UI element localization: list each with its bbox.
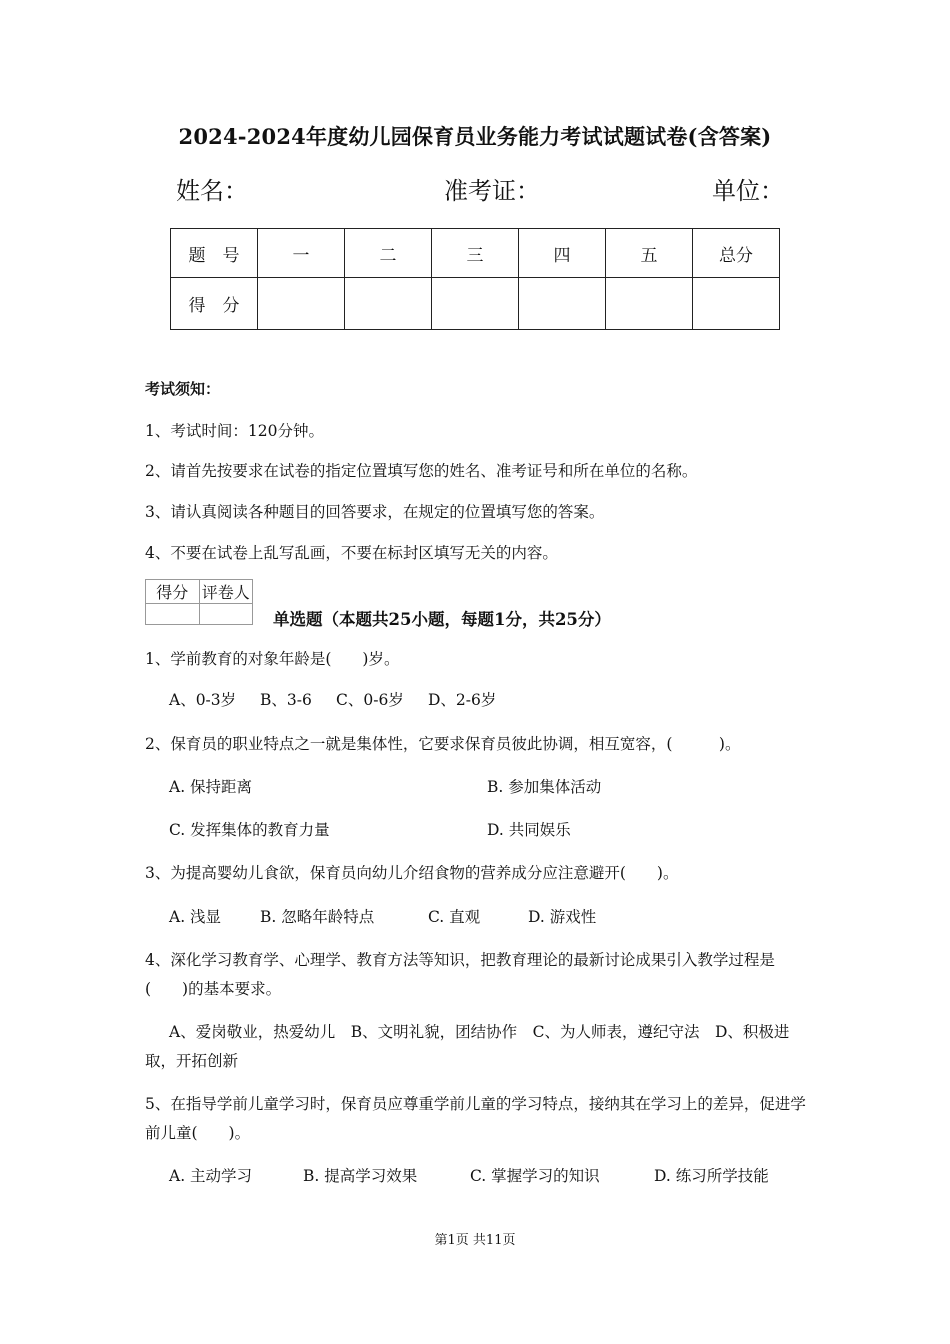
option: C. 掌握学习的知识: [470, 1167, 600, 1185]
score-header-cell: 一: [258, 229, 345, 278]
score-table: [170, 228, 780, 330]
option: A. 主动学习: [169, 1167, 253, 1185]
option: B. 提高学习效果: [303, 1167, 418, 1185]
exam-id-field-label: 准考证：: [444, 177, 540, 205]
score-row-label: 得 分: [171, 278, 258, 330]
option: D. 游戏性: [528, 908, 597, 926]
note-item: 3、请认真阅读各种题目的回答要求，在规定的位置填写您的答案。: [145, 503, 605, 521]
score-header-cell: 三: [432, 229, 519, 278]
grader-score-cell[interactable]: [146, 604, 200, 625]
option-line: A、爱岗敬业，热爱幼儿 B、文明礼貌，团结协作 C、为人师表，遵纪守法 D、积极进取，开拓创新: [145, 1023, 790, 1070]
unit-field-label: 单位：: [712, 177, 784, 205]
score-header-cell: 二: [345, 229, 432, 278]
score-input-cell[interactable]: [258, 278, 345, 330]
option: B. 忽略年龄特点: [260, 908, 375, 926]
question-stem: 5、在指导学前儿童学习时，保育员应尊重学前儿童的学习特点，接纳其在学习上的差异，促进学前儿童( )。: [145, 1095, 806, 1142]
option: D. 共同娱乐: [487, 821, 571, 839]
question-stem: 3、为提高婴幼儿食欲，保育员向幼儿介绍食物的营养成分应注意避开( )。: [145, 864, 679, 882]
score-header-cell: 五: [606, 229, 693, 278]
grader-box: [145, 579, 253, 625]
note-item: 4、不要在试卷上乱写乱画，不要在标封区填写无关的内容。: [145, 544, 558, 562]
score-table-header-row: [171, 229, 780, 278]
option: C. 直观: [428, 908, 481, 926]
grader-name-cell[interactable]: [199, 604, 253, 625]
section-title: 单选题（本题共25小题，每题1分，共25分）: [273, 610, 611, 629]
score-header-cell: 四: [519, 229, 606, 278]
question-stem: 4、深化学习教育学、心理学、教育方法等知识，把教育理论的最新讨论成果引入教学过程是( )的基本要求。: [145, 951, 775, 998]
notes-title: 考试须知：: [145, 380, 221, 398]
name-field-label: 姓名：: [176, 177, 248, 205]
note-item: 2、请首先按要求在试卷的指定位置填写您的姓名、准考证号和所在单位的名称。: [145, 462, 698, 480]
option: C. 发挥集体的教育力量: [169, 821, 330, 839]
grader-score-label: 得分: [146, 580, 200, 604]
score-table-score-row: [171, 278, 780, 330]
option: A. 保持距离: [169, 778, 253, 796]
score-input-cell[interactable]: [345, 278, 432, 330]
grader-name-label: 评卷人: [199, 580, 253, 604]
option: A、0-3岁: [169, 691, 237, 709]
score-input-cell[interactable]: [432, 278, 519, 330]
option: C、0-6岁: [336, 691, 404, 709]
score-input-cell[interactable]: [693, 278, 780, 330]
note-item: 1、考试时间：120分钟。: [145, 422, 324, 440]
option: A. 浅显: [169, 908, 222, 926]
option: B. 参加集体活动: [487, 778, 602, 796]
document-title: 2024-2024年度幼儿园保育员业务能力考试试题试卷(含答案): [178, 124, 772, 149]
score-header-cell: 题 号: [171, 229, 258, 278]
option: B、3-6: [260, 691, 312, 709]
question-stem: 2、保育员的职业特点之一就是集体性，它要求保育员彼此协调，相互宽容，( )。: [145, 735, 741, 753]
score-input-cell[interactable]: [519, 278, 606, 330]
option: D. 练习所学技能: [654, 1167, 769, 1185]
question-stem: 1、学前教育的对象年龄是( )岁。: [145, 650, 400, 668]
score-input-cell[interactable]: [606, 278, 693, 330]
page-footer: 第1页 共11页: [434, 1233, 516, 1248]
option: D、2-6岁: [428, 691, 497, 709]
score-header-cell: 总分: [693, 229, 780, 278]
